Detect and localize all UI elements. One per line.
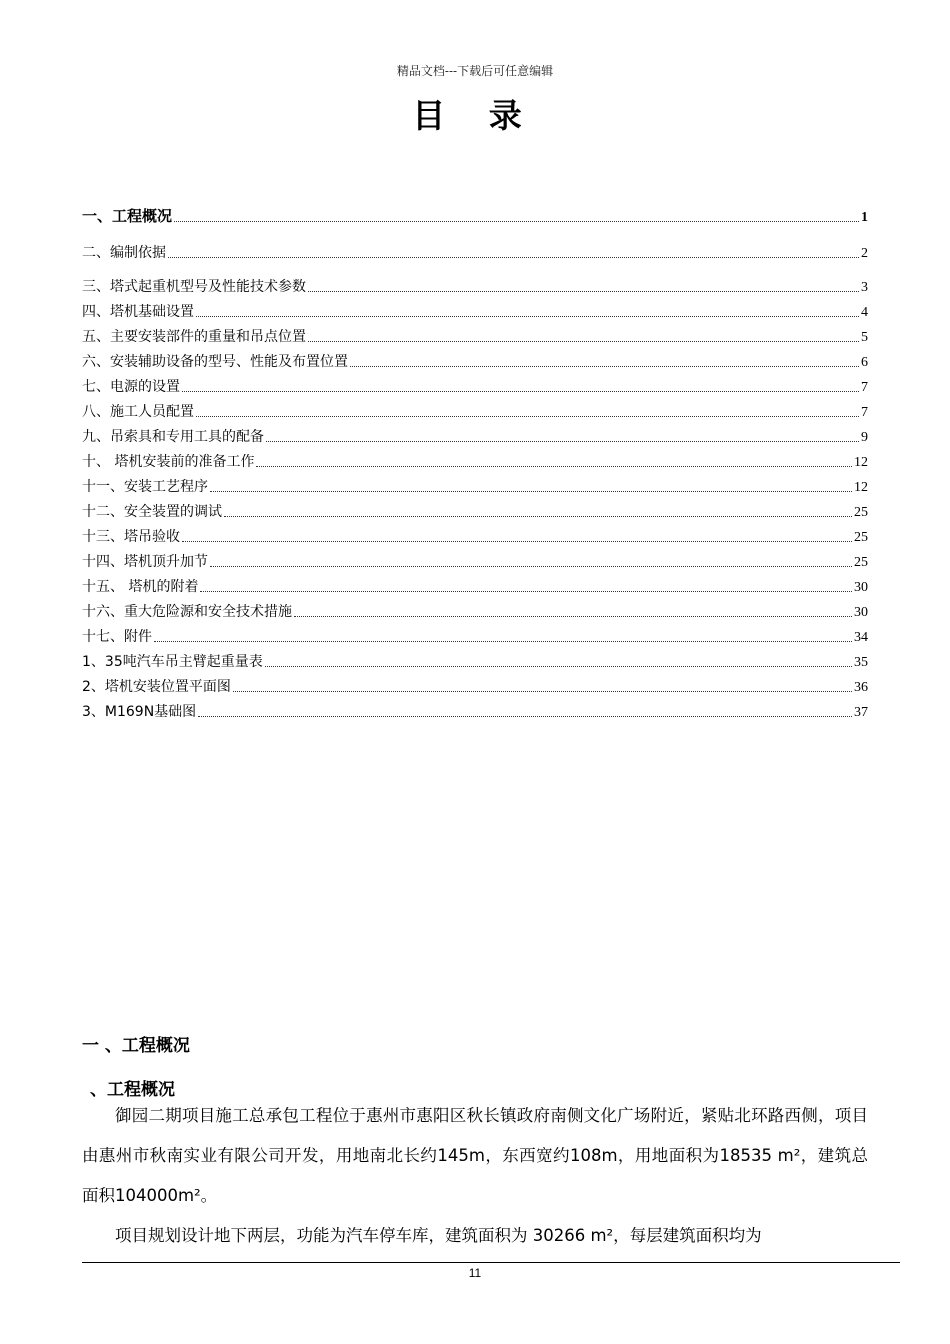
toc-entry-label: 九、吊索具和专用工具的配备 (82, 429, 264, 445)
toc-leader-dots (168, 256, 859, 258)
toc-entry-page: 7 (861, 405, 868, 420)
toc-entry[interactable] (82, 371, 868, 396)
toc-entry-page: 35 (854, 655, 868, 670)
toc-entry[interactable] (82, 237, 868, 262)
toc-entry[interactable] (82, 321, 868, 346)
toc-entry[interactable] (82, 496, 868, 521)
toc-leader-dots (198, 715, 852, 717)
toc-entry[interactable] (82, 446, 868, 471)
toc-entry[interactable] (82, 596, 868, 621)
toc-entry-label: 十五、 塔机的附着 (82, 579, 199, 595)
toc-entry[interactable] (82, 271, 868, 296)
toc-leader-dots (210, 490, 852, 492)
toc-entry-page: 12 (854, 455, 868, 470)
toc-entry-page: 36 (854, 680, 868, 695)
header-note: 精品文档---下载后可任意编辑 (396, 64, 554, 78)
toc-entry-label: 六、安装辅助设备的型号、性能及布置位置 (82, 354, 348, 370)
footer-divider (82, 1262, 900, 1263)
toc-entry-label: 七、电源的设置 (82, 379, 180, 395)
toc-entry-label: 十三、塔吊验收 (82, 529, 180, 545)
toc-entry[interactable] (82, 671, 868, 696)
toc-leader-dots (200, 590, 852, 592)
sub-heading: 、工程概况 (90, 1080, 175, 1100)
toc-entry-page: 3 (861, 280, 868, 295)
toc-entry[interactable] (82, 201, 868, 226)
page-title: 目 录 (412, 96, 538, 135)
toc-entry-label: 十、 塔机安装前的准备工作 (82, 454, 255, 470)
toc-entry-label: 十二、安全装置的调试 (82, 504, 222, 520)
toc-entry-label: 2、塔机安装位置平面图 (82, 679, 231, 695)
toc-entry-page: 6 (861, 355, 868, 370)
toc-entry-page: 2 (861, 246, 868, 261)
toc-entry-page: 30 (854, 605, 868, 620)
toc-entry-label: 十六、重大危险源和安全技术措施 (82, 604, 292, 620)
toc-entry[interactable] (82, 646, 868, 671)
table-of-contents (82, 201, 868, 721)
toc-entry-label: 八、施工人员配置 (82, 404, 194, 420)
toc-entry-page: 4 (861, 305, 868, 320)
toc-entry-page: 25 (854, 505, 868, 520)
toc-leader-dots (224, 515, 852, 517)
toc-leader-dots (308, 290, 859, 292)
toc-leader-dots (233, 690, 852, 692)
toc-entry[interactable] (82, 621, 868, 646)
toc-entry-label: 十七、附件 (82, 629, 152, 645)
toc-leader-dots (308, 340, 859, 342)
toc-entry-label: 3、M169N基础图 (82, 704, 197, 720)
toc-entry-label: 五、主要安装部件的重量和吊点位置 (82, 329, 306, 345)
toc-entry-page: 7 (861, 380, 868, 395)
toc-entry[interactable] (82, 546, 868, 571)
toc-leader-dots (182, 540, 852, 542)
toc-entry[interactable] (82, 396, 868, 421)
toc-entry[interactable] (82, 421, 868, 446)
toc-leader-dots (294, 615, 852, 617)
body-paragraph: 御园二期项目施工总承包工程位于惠州市惠阳区秋长镇政府南侧文化广场附近，紧贴北环路西侧，项目由惠州市秋南实业有限公司开发，用地南北长约145m，东西宽约108m，用地面积为18535 m²，建筑总面积104000m²。 (82, 1106, 868, 1205)
toc-leader-dots (350, 365, 859, 367)
toc-leader-dots (256, 465, 852, 467)
toc-entry-page: 12 (854, 480, 868, 495)
toc-entry-label: 三、塔式起重机型号及性能技术参数 (82, 279, 306, 295)
toc-entry[interactable] (82, 346, 868, 371)
toc-leader-dots (196, 315, 859, 317)
toc-entry-page: 37 (854, 705, 868, 720)
toc-leader-dots (174, 220, 859, 222)
toc-entry-label: 十四、塔机顶升加节 (82, 554, 208, 570)
toc-leader-dots (265, 665, 852, 667)
toc-leader-dots (182, 390, 859, 392)
body-paragraph: 项目规划设计地下两层，功能为汽车停车库，建筑面积为 30266 m²，每层建筑面积均为 (115, 1226, 762, 1245)
toc-entry-label: 二、编制依据 (82, 245, 166, 261)
toc-entry-page: 1 (861, 210, 868, 225)
toc-entry-label: 1、35吨汽车吊主臂起重量表 (82, 654, 263, 670)
section-heading: 一 、工程概况 (82, 1036, 190, 1056)
toc-leader-dots (210, 565, 852, 567)
toc-leader-dots (196, 415, 859, 417)
toc-entry-label: 十一、安装工艺程序 (82, 479, 208, 495)
toc-entry[interactable] (82, 571, 868, 596)
toc-entry[interactable] (82, 696, 868, 721)
footer-page-number: 11 (468, 1266, 482, 1280)
toc-entry[interactable] (82, 296, 868, 321)
toc-leader-dots (266, 440, 859, 442)
toc-entry-label: 四、塔机基础设置 (82, 304, 194, 320)
toc-leader-dots (154, 640, 852, 642)
toc-entry-page: 9 (861, 430, 868, 445)
toc-entry[interactable] (82, 471, 868, 496)
toc-entry-label: 一、工程概况 (82, 207, 173, 225)
toc-entry-page: 34 (854, 630, 868, 645)
toc-entry-page: 30 (854, 580, 868, 595)
toc-entry[interactable] (82, 521, 868, 546)
toc-entry-page: 25 (854, 530, 868, 545)
toc-entry-page: 25 (854, 555, 868, 570)
toc-entry-page: 5 (861, 330, 868, 345)
